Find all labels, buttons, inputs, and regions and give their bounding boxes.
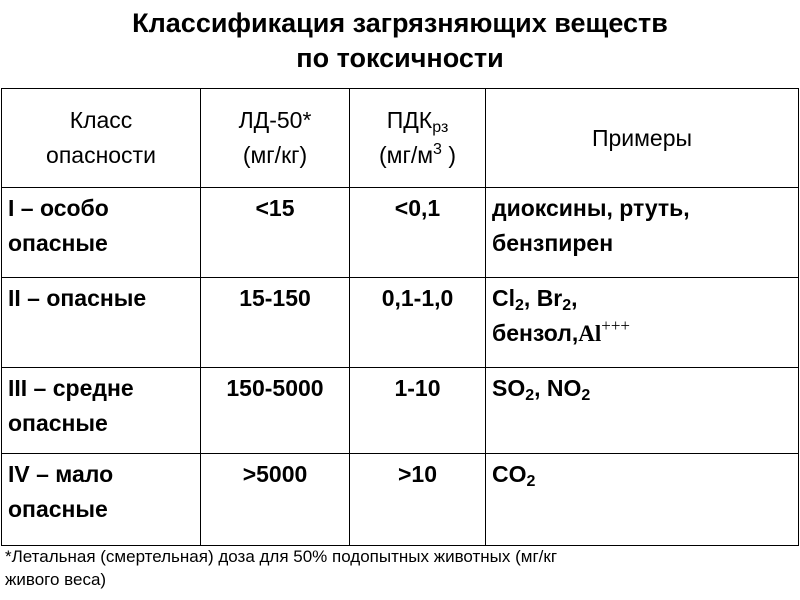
hazard-class-line2: опасные bbox=[8, 410, 108, 436]
formula-cl: Cl bbox=[492, 285, 515, 311]
table-row bbox=[2, 188, 799, 278]
examples-line2: бензпирен bbox=[492, 230, 614, 256]
cell-examples bbox=[486, 278, 799, 368]
page-title bbox=[0, 6, 800, 76]
table-row bbox=[2, 368, 799, 454]
footnote-line1: *Летальная (смертельная) доза для 50% подопытных животных (мг/кг bbox=[5, 547, 558, 566]
cell-examples bbox=[486, 368, 799, 454]
cell-hazard-class bbox=[2, 278, 201, 368]
cell-hazard-class bbox=[2, 454, 201, 546]
footnote bbox=[5, 545, 795, 591]
table-header-row bbox=[2, 89, 799, 188]
formula-so-subscript: 2 bbox=[525, 387, 535, 404]
footnote-line2: живого веса) bbox=[5, 570, 107, 589]
separator: , bbox=[534, 375, 547, 401]
hazard-class-line2: опасные bbox=[8, 496, 108, 522]
cell-examples bbox=[486, 454, 799, 546]
header-ld50-line2: (мг/кг) bbox=[242, 142, 308, 168]
header-pdk-unit-pre: (мг/м bbox=[378, 142, 434, 168]
header-pdk bbox=[350, 89, 486, 188]
hazard-class-line2: опасные bbox=[8, 230, 108, 256]
header-pdk-unit-post: ) bbox=[441, 142, 457, 168]
header-hazard-class-line2: опасности bbox=[46, 142, 156, 168]
formula-co: CO bbox=[492, 461, 527, 487]
formula-no: NO bbox=[546, 375, 582, 401]
cell-ld50: >5000 bbox=[201, 454, 350, 546]
header-pdk-main: ПДК bbox=[386, 107, 433, 133]
benzol-label: бензол, bbox=[492, 320, 579, 346]
formula-so: SO bbox=[492, 375, 526, 401]
formula-cl-subscript: 2 bbox=[515, 297, 524, 314]
toxicity-classification-table bbox=[1, 88, 799, 546]
title-line-2: по токсичности bbox=[296, 43, 504, 73]
formula-br-subscript: 2 bbox=[562, 297, 572, 314]
table-row bbox=[2, 278, 799, 368]
formula-br: Br bbox=[536, 285, 563, 311]
cell-pdk: 1-10 bbox=[350, 368, 486, 454]
cell-ld50: <15 bbox=[201, 188, 350, 278]
formula-no-subscript: 2 bbox=[581, 387, 591, 404]
header-examples-label: Примеры bbox=[591, 124, 693, 151]
formula-al-symbol: Al bbox=[578, 321, 602, 346]
hazard-class-line1: I – особо bbox=[8, 195, 109, 221]
cell-ld50: 150-5000 bbox=[201, 368, 350, 454]
hazard-class-line1: III – средне bbox=[8, 375, 134, 401]
formula-co-subscript: 2 bbox=[526, 473, 536, 490]
header-pdk-unit-sup: 3 bbox=[433, 141, 442, 158]
cell-ld50: 15-150 bbox=[201, 278, 350, 368]
title-line-1: Классификация загрязняющих веществ bbox=[132, 8, 668, 38]
header-ld50 bbox=[201, 89, 350, 188]
hazard-class-line1: II – опасные bbox=[8, 285, 147, 311]
examples-line1: диоксины, ртуть, bbox=[492, 195, 690, 221]
cell-pdk: >10 bbox=[350, 454, 486, 546]
hazard-class-line1: IV – мало bbox=[8, 461, 114, 487]
header-ld50-line1: ЛД-50* bbox=[238, 107, 312, 133]
separator: , bbox=[523, 285, 537, 311]
cell-pdk: 0,1-1,0 bbox=[350, 278, 486, 368]
separator: , bbox=[571, 285, 578, 311]
formula-al bbox=[578, 316, 630, 346]
header-pdk-subscript: рз bbox=[432, 119, 449, 136]
cell-pdk: <0,1 bbox=[350, 188, 486, 278]
cell-hazard-class bbox=[2, 368, 201, 454]
table-row bbox=[2, 454, 799, 546]
header-hazard-class-line1: Класс bbox=[69, 107, 133, 133]
header-examples bbox=[486, 89, 799, 188]
header-hazard-class bbox=[2, 89, 201, 188]
formula-al-charge: +++ bbox=[601, 316, 630, 335]
cell-hazard-class bbox=[2, 188, 201, 278]
cell-examples bbox=[486, 188, 799, 278]
